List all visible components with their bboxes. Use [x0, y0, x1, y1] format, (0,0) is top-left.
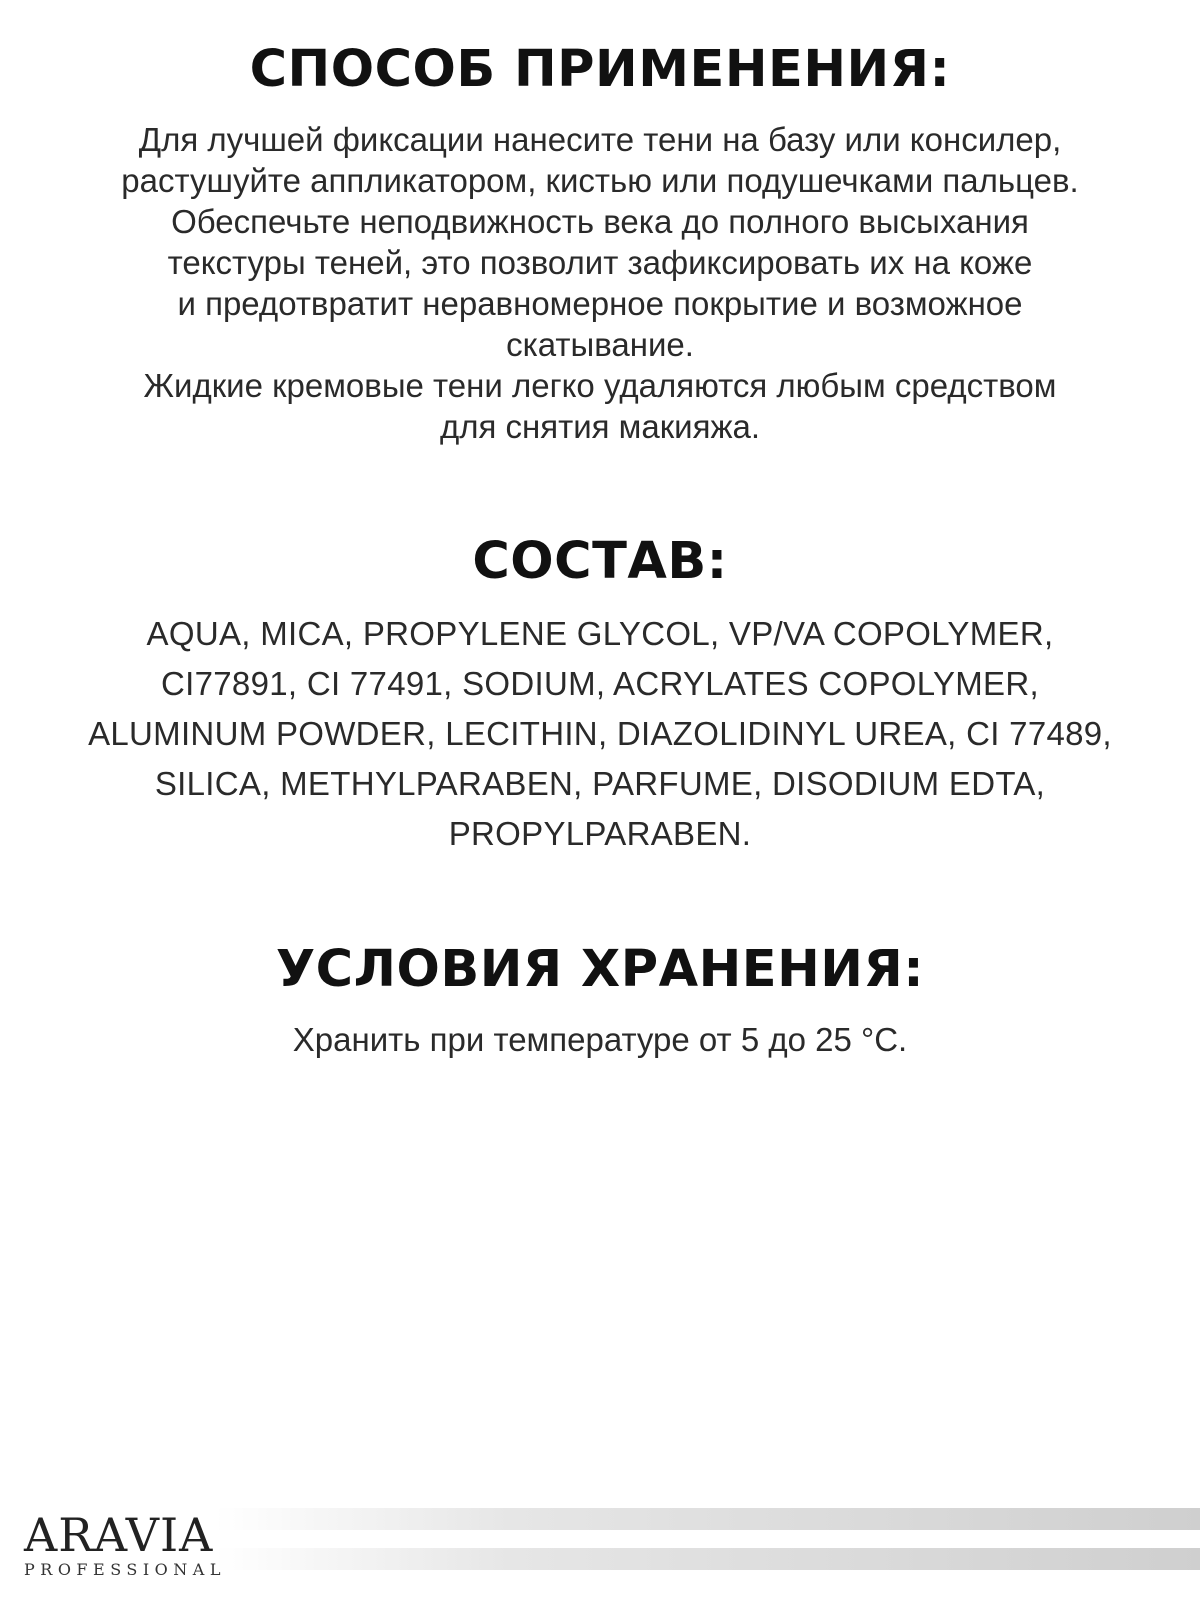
composition-heading: СОСТАВ:: [472, 532, 728, 591]
brand-logo: [24, 1510, 224, 1580]
storage-text: Хранить при температуре от 5 до 25 °С.: [292, 1021, 908, 1058]
usage-text: Для лучшей фиксации нанесите тени на базу или консилер, растушуйте аппликатором, кистью или подушечками пальцев. Обеспечьте неподвижность века до полного высыхания текстуры теней, это позволит зафиксировать их на коже и предотвратит неравномерное покрытие и возможное скатывание. Жидкие кремовые тени легко удаляются любым средством для снятия макияжа.: [121, 121, 1079, 445]
footer-stripe-top: [215, 1508, 1200, 1530]
usage-heading: СПОСОБ ПРИМЕНЕНИЯ:: [249, 40, 951, 99]
composition-text: AQUA, MICA, PROPYLENE GLYCOL, VP/VA COPOLYMER, CI77891, CI 77491, SODIUM, ACRYLATES COPOLYMER, ALUMINUM POWDER, LECITHIN, DIAZOLIDINYL UREA, CI 77489, SILICA, METHYLPARABEN, PARFUME, DISODIUM EDTA, PROPYLPARABEN.: [88, 615, 1112, 852]
footer-stripe-bottom: [215, 1548, 1200, 1570]
storage-section: [0, 940, 1200, 1060]
brand-name: ARAVIA: [24, 1508, 214, 1562]
storage-heading: УСЛОВИЯ ХРАНЕНИЯ:: [275, 940, 925, 999]
usage-section: [0, 40, 1200, 447]
composition-section: [0, 532, 1200, 859]
brand-subtitle: PROFESSIONAL: [24, 1560, 226, 1579]
